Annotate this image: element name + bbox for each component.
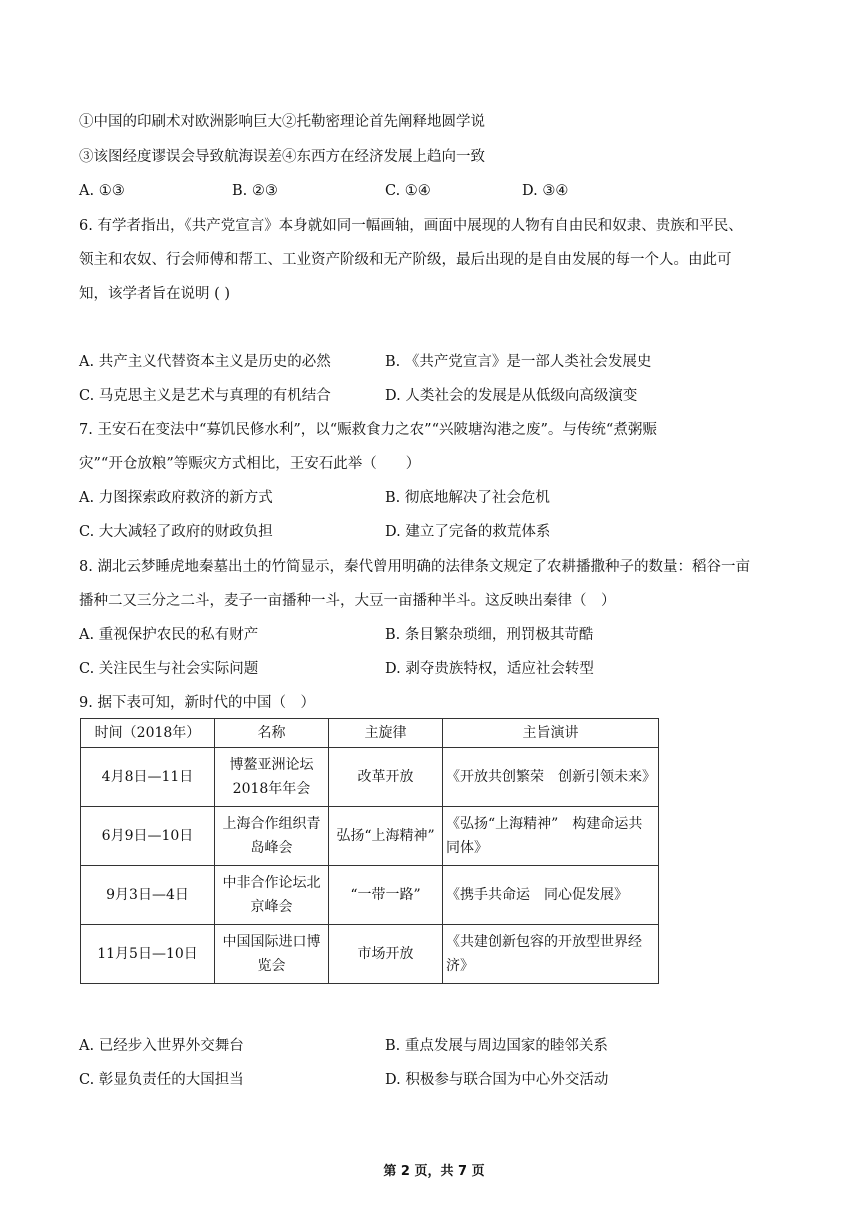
table-cell-name: 中非合作论坛北京峰会 xyxy=(215,866,329,925)
table-header-name: 名称 xyxy=(215,719,329,748)
q5-option-b[interactable]: B. ②③ xyxy=(232,183,278,199)
q8-option-b[interactable]: B. 条目繁杂琐细，刑罚极其苛酷 xyxy=(385,627,594,643)
q8-stem-line-2: 播种二又三分之二斗，麦子一亩播种一斗，大豆一亩播种半斗。这反映出秦律（ ） xyxy=(79,593,616,609)
table-header-theme: 主旋律 xyxy=(329,719,443,748)
q7-stem-line-2: 灾”“开仓放粮”等赈灾方式相比，王安石此举（ ） xyxy=(79,456,421,472)
table-cell-name: 博鳌亚洲论坛2018年年会 xyxy=(215,748,329,807)
q6-stem-line-3: 知，该学者旨在说明 ( ) xyxy=(79,286,231,302)
q8-stem-line-1: 8. 湖北云梦睡虎地秦墓出土的竹简显示，秦代曾用明确的法律条文规定了农耕播撒种子的数量：稻谷一亩 xyxy=(79,559,750,575)
q9-option-b[interactable]: B. 重点发展与周边国家的睦邻关系 xyxy=(385,1038,608,1054)
q6-option-c[interactable]: C. 马克思主义是艺术与真理的有机结合 xyxy=(79,388,331,404)
q5-option-c[interactable]: C. ①④ xyxy=(385,183,431,199)
table-header-speech: 主旨演讲 xyxy=(443,719,659,748)
table-cell-name: 中国国际进口博览会 xyxy=(215,925,329,984)
table-row xyxy=(81,925,659,984)
q5-option-a[interactable]: A. ①③ xyxy=(79,183,125,199)
q8-option-a[interactable]: A. 重视保护农民的私有财产 xyxy=(79,627,259,643)
q8-option-c[interactable]: C. 关注民生与社会实际问题 xyxy=(79,661,259,677)
q9-option-d[interactable]: D. 积极参与联合国为中心外交活动 xyxy=(385,1072,609,1088)
q6-option-a[interactable]: A. 共产主义代替资本主义是历史的必然 xyxy=(79,354,331,370)
q7-option-c[interactable]: C. 大大减轻了政府的财政负担 xyxy=(79,524,273,540)
q6-stem-line-2: 领主和农奴、行会师傅和帮工、工业资产阶级和无产阶级，最后出现的是自由发展的每一个人。由此可 xyxy=(79,252,732,268)
table-header-row xyxy=(81,719,659,748)
q9-option-a[interactable]: A. 已经步入世界外交舞台 xyxy=(79,1038,244,1054)
table-cell-theme: 改革开放 xyxy=(329,748,443,807)
table-cell-theme: “一带一路” xyxy=(329,866,443,925)
table-row xyxy=(81,748,659,807)
table-row xyxy=(81,807,659,866)
table-cell-speech: 《弘扬“上海精神” 构建命运共同体》 xyxy=(443,807,659,866)
table-cell-theme: 市场开放 xyxy=(329,925,443,984)
summit-table xyxy=(80,718,659,984)
q7-option-b[interactable]: B. 彻底地解决了社会危机 xyxy=(385,490,550,506)
q7-option-a[interactable]: A. 力图探索政府救济的新方式 xyxy=(79,490,273,506)
q5-option-d[interactable]: D. ③④ xyxy=(522,183,569,199)
q8-option-d[interactable]: D. 剥夺贵族特权，适应社会转型 xyxy=(385,661,594,677)
table-cell-time: 4月8日—11日 xyxy=(81,748,215,807)
table-row xyxy=(81,866,659,925)
table-cell-speech: 《共建创新包容的开放型世界经济》 xyxy=(443,925,659,984)
table-cell-speech: 《携手共命运 同心促发展》 xyxy=(443,866,659,925)
table-cell-time: 11月5日—10日 xyxy=(81,925,215,984)
table-header-time: 时间（2018年） xyxy=(81,719,215,748)
q7-option-d[interactable]: D. 建立了完备的救荒体系 xyxy=(385,524,551,540)
q6-stem-line-1: 6. 有学者指出，《共产党宣言》本身就如同一幅画轴，画面中展现的人物有自由民和奴隶、贵族和平民、 xyxy=(79,218,743,234)
table-cell-speech: 《开放共创繁荣 创新引领未来》 xyxy=(443,748,659,807)
q6-option-b[interactable]: B. 《共产党宣言》是一部人类社会发展史 xyxy=(385,354,652,370)
q7-stem-line-1: 7. 王安石在变法中“募饥民修水利”，以“赈救食力之农”“兴陂塘沟港之废”。与传统“煮粥赈 xyxy=(79,422,657,438)
q6-option-d[interactable]: D. 人类社会的发展是从低级向高级演变 xyxy=(385,388,638,404)
table-cell-time: 6月9日—10日 xyxy=(81,807,215,866)
table-cell-theme: 弘扬“上海精神” xyxy=(329,807,443,866)
q5-statement-1: ①中国的印刷术对欧洲影响巨大②托勒密理论首先阐释地圆学说 xyxy=(79,114,485,130)
table-cell-time: 9月3日—4日 xyxy=(81,866,215,925)
q9-stem: 9. 据下表可知，新时代的中国（ ） xyxy=(79,695,315,711)
table-cell-name: 上海合作组织青岛峰会 xyxy=(215,807,329,866)
q5-statement-2: ③该图经度谬误会导致航海误差④东西方在经济发展上趋向一致 xyxy=(79,149,485,165)
page-footer: 第 2 页，共 7 页 xyxy=(383,1164,485,1179)
q9-option-c[interactable]: C. 彰显负责任的大国担当 xyxy=(79,1072,244,1088)
